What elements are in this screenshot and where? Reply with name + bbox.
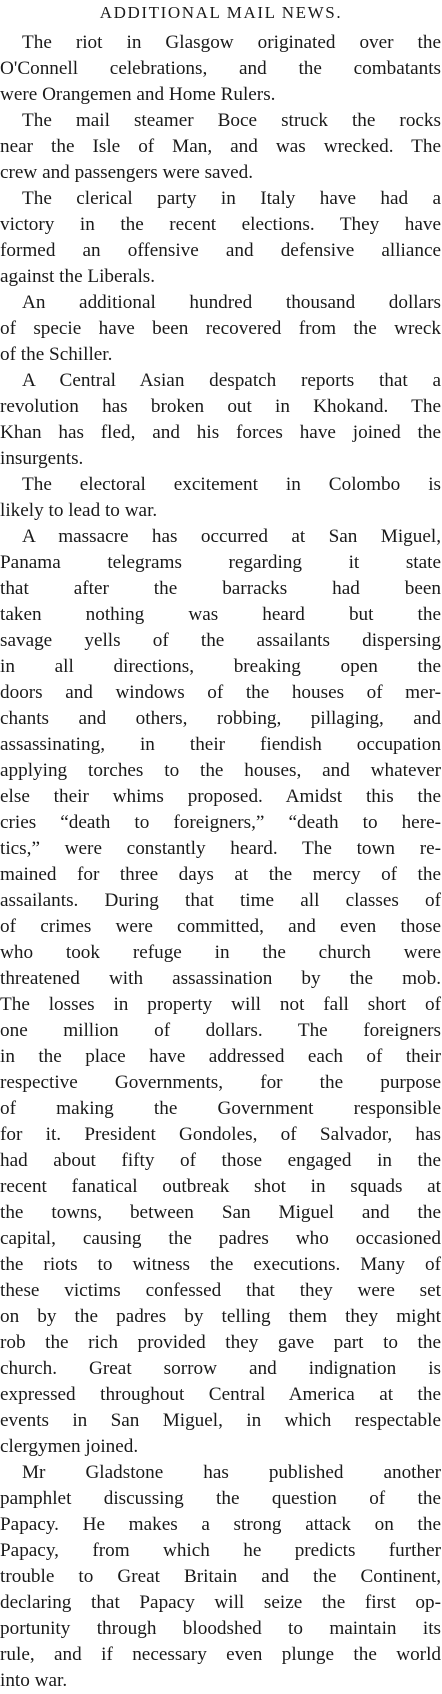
text-line: Mr Gladstone has published another [22,1462,441,1483]
text-line: likely to lead to war. [0,500,158,521]
text-line: declaring that Papacy will seize the first op- [0,1592,441,1613]
text-line: capital, causing the padres who occasioned [0,1228,441,1249]
text-line: in all directions, breaking open the [0,656,441,677]
text-line: events in San Miguel, in which respectable [0,1410,441,1431]
text-line: The riot in Glasgow originated over the [22,32,441,53]
text-line: rule, and if necessary even plunge the world [0,1644,441,1665]
text-line: recent fanatical outbreak shot in squads at [0,1176,441,1197]
text-line: crew and passengers were saved. [0,162,254,183]
text-line: portunity through bloodshed to maintain its [0,1618,441,1639]
text-line: of specie have been recovered from the wreck [0,318,441,339]
text-line: else their whims proposed. Amidst this the [0,786,441,807]
text-line: mained for three days at the mercy of the [0,864,441,885]
text-line: formed an offensive and defensive alliance [0,240,441,261]
text-line: assailants. During that time all classes of [0,890,441,911]
text-line: rob the rich provided they gave part to the [0,1332,441,1353]
text-line: of making the Government responsible [0,1098,441,1119]
text-line: for it. President Gondoles, of Salvador, has [0,1124,441,1145]
text-line: had about fifty of those engaged in the [0,1150,441,1171]
text-line: the riots to witness the executions. Many of [0,1254,441,1275]
text-line: assassinating, in their fiendish occupation [0,734,441,755]
text-line: against the Liberals. [0,266,156,287]
text-line: threatened with assassination by the mob. [0,968,441,989]
text-line: near the Isle of Man, and was wrecked. The [0,136,441,157]
text-line: The losses in property will not fall short of [0,994,441,1015]
text-line: who took refuge in the church were [0,942,441,963]
text-line: in the place have addressed each of their [0,1046,441,1067]
text-line: the towns, between San Miguel and the [0,1202,441,1223]
article-headline: ADDITIONAL MAIL NEWS. [99,3,343,22]
text-line: respective Governments, for the purpose [0,1072,441,1093]
text-line: trouble to Great Britain and the Continent, [0,1566,441,1587]
text-line: clergymen joined. [0,1436,139,1457]
text-line: one million of dollars. The foreigners [0,1020,441,1041]
text-line: on by the padres by telling them they might [0,1306,441,1327]
text-line: into war. [0,1670,68,1691]
text-line: The clerical party in Italy have had a [22,188,441,209]
text-line: were Orangemen and Home Rulers. [0,84,276,105]
text-line: revolution has broken out in Khokand. The [0,396,441,417]
text-line: doors and windows of the houses of mer- [0,682,441,703]
text-line: tics,” were constantly heard. The town re- [0,838,441,859]
text-line: these victims confessed that they were set [0,1280,441,1301]
text-line: Papacy. He makes a strong attack on the [0,1514,441,1535]
text-line: savage yells of the assailants dispersing [0,630,441,651]
text-line: O'Connell celebrations, and the combatants [0,58,441,79]
text-line: chants and others, robbing, pillaging, and [0,708,441,729]
text-line: Papacy, from which he predicts further [0,1540,441,1561]
text-line: An additional hundred thousand dollars [22,292,441,313]
text-line: A Central Asian despatch reports that a [22,370,441,391]
text-line: pamphlet discussing the question of the [0,1488,441,1509]
text-line: taken nothing was heard but the [0,604,441,625]
text-line: of crimes were committed, and even those [0,916,441,937]
text-line: A massacre has occurred at San Miguel, [22,526,441,547]
text-line: victory in the recent elections. They have [0,214,441,235]
text-line: Khan has fled, and his forces have joined the [0,422,441,443]
text-line: cries “death to foreigners,” “death to here- [0,812,441,833]
text-line: Panama telegrams regarding it state [0,552,441,573]
text-line: The electoral excitement in Colombo is [22,474,441,495]
text-line: that after the barracks had been [0,578,441,599]
text-line: expressed throughout Central America at the [0,1384,441,1405]
text-line: insurgents. [0,448,84,469]
text-line: The mail steamer Boce struck the rocks [22,110,441,131]
text-line: church. Great sorrow and indignation is [0,1358,441,1379]
text-line: of the Schiller. [0,344,113,365]
text-line: applying torches to the houses, and whatever [0,760,441,781]
